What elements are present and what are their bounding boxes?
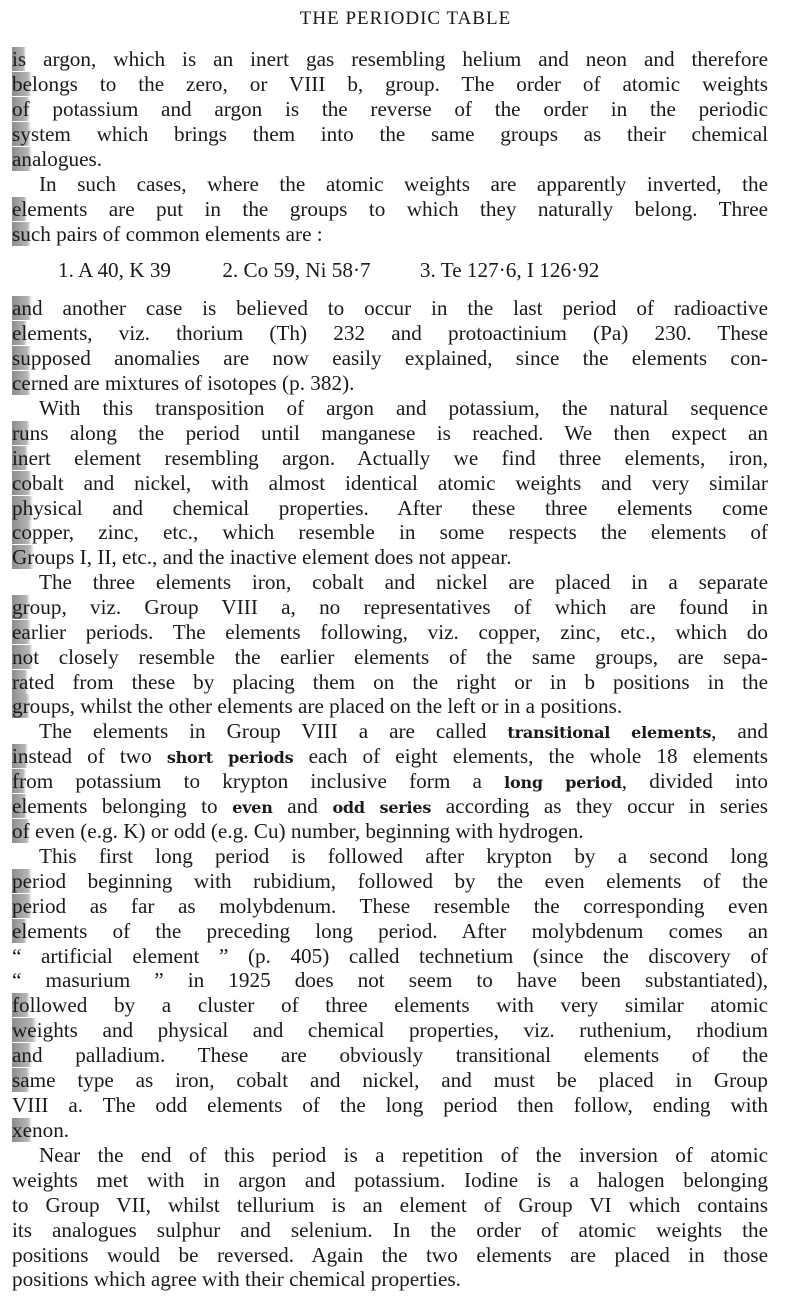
scan-shadow: sy xyxy=(12,121,31,146)
line-text: stem which brings them into the same groups as their chemical xyxy=(30,121,768,146)
line-text: “ masurium ” in 1925 does not seem to have been substantiated), xyxy=(12,968,768,993)
line-text: rlier periods. The elements following, viz. copper, zinc, etc., which do xyxy=(30,619,768,644)
scan-shadow: el xyxy=(12,196,28,221)
line-text: In such cases, where the atomic weights are apparently inverted, the xyxy=(39,172,768,196)
line-text: llowed by a cluster of three elements with very similar atomic xyxy=(29,993,768,1018)
text-line xyxy=(12,296,768,321)
line-text: argon, which is an inert gas resembling helium and neon and therefore xyxy=(26,47,768,71)
line-text: positions would be reversed. Again the two elements are placed in those xyxy=(12,1242,768,1267)
text-line xyxy=(12,944,768,969)
page-title: THE PERIODIC TABLE xyxy=(299,8,512,29)
term-even: even xyxy=(232,797,273,817)
scan-shadow: gr xyxy=(12,694,30,719)
scan-shadow: el xyxy=(12,320,28,345)
line-text: ert element resembling argon. Actually we find three elements, iron, xyxy=(28,445,768,470)
text-line xyxy=(12,993,768,1018)
scan-shadow: ra xyxy=(12,669,29,694)
list-item: 2. Co 59, Ni 58·7 xyxy=(222,258,371,282)
list-item: 1. A 40, K 39 xyxy=(58,258,172,282)
scan-shadow: an xyxy=(12,296,32,320)
line-text: ights and physical and chemical properties, viz. ruthenium, rhodium xyxy=(36,1018,768,1043)
paragraph-5 xyxy=(12,570,768,719)
text-line xyxy=(12,321,768,346)
text-line xyxy=(12,446,768,471)
line-text: The three elements iron, cobalt and nickel are placed in a separate xyxy=(39,570,768,594)
line-text: weights met with in argon and potassium. Iodine is a halogen belonging xyxy=(12,1167,768,1192)
line-text: its analogues sulphur and selenium. In the order of atomic weights the xyxy=(12,1217,768,1242)
text-line xyxy=(12,869,768,894)
text-line xyxy=(12,371,768,396)
text-line xyxy=(12,645,768,670)
scan-shadow: pe xyxy=(12,868,32,893)
text-line xyxy=(12,570,768,595)
text-line xyxy=(12,496,768,521)
scan-shadow: el xyxy=(12,918,28,943)
term-transitional-elements: transitional elements xyxy=(507,723,712,742)
paragraph-8 xyxy=(12,1143,768,1292)
text-line xyxy=(12,1218,768,1243)
line-text: ch pairs of common elements are : xyxy=(30,221,323,246)
scan-shadow: no xyxy=(12,644,34,669)
text-line xyxy=(12,1267,768,1292)
paragraph-4 xyxy=(12,396,768,570)
scan-shadow: su xyxy=(12,221,31,246)
list-item: 3. Te 127·6, I 126·92 xyxy=(419,258,600,282)
line-text: to Group VII, whilst tellurium is an element of Group VI which contains xyxy=(12,1192,768,1217)
line-text: d palladium. These are obviously transitional elements of the xyxy=(32,1043,768,1068)
text-line xyxy=(12,47,768,72)
paragraph-1 xyxy=(12,47,768,171)
line-text: ements are put in the groups to which they naturally belong. Three xyxy=(27,196,768,221)
scan-shadow: sa xyxy=(12,1068,30,1093)
scan-shadow: in xyxy=(12,445,29,470)
line-text: rned are mixtures of isotopes (p. 382). xyxy=(30,370,355,395)
text-line xyxy=(12,97,768,122)
text-line xyxy=(12,1093,768,1118)
text-line xyxy=(12,694,768,719)
text-line xyxy=(12,72,768,97)
scan-shadow: su xyxy=(12,345,31,370)
scan-shadow: gr xyxy=(12,594,30,619)
text-line xyxy=(12,894,768,919)
line-text: ements, viz. thorium (Th) 232 and protoactinium (Pa) 230. These xyxy=(27,320,768,345)
text-line xyxy=(12,595,768,620)
text-line xyxy=(12,1143,768,1168)
paragraph-2 xyxy=(12,172,768,247)
term-short-periods: short periods xyxy=(166,747,294,767)
text-line: The elements in Group VIII a are called transitional elements, and xyxy=(39,719,768,743)
line-text: Near the end of this period is a repetition of the inversion of atomic xyxy=(39,1143,768,1167)
text-line xyxy=(12,520,768,545)
line-text: oups I, II, etc., and the inactive element does not appear. xyxy=(34,545,512,570)
scan-shadow: ea xyxy=(12,619,31,644)
text-line xyxy=(12,471,768,496)
scan-shadow: be xyxy=(12,71,32,96)
line-text: ted from these by placing them on the right or in b positions in the xyxy=(28,669,768,694)
text-line xyxy=(12,1193,768,1218)
text-line xyxy=(12,1118,768,1143)
text-line xyxy=(12,968,768,993)
scan-shadow: an xyxy=(12,146,32,171)
line-text: t closely resemble the earlier elements of the same groups, are sepa- xyxy=(33,644,768,669)
term-long-period: long period xyxy=(504,772,622,792)
scan-shadow: pe xyxy=(12,893,32,918)
line-text: VIII a. The odd elements of the long period then follow, ending with xyxy=(12,1092,768,1117)
text-line xyxy=(12,919,768,944)
line-text: riod as far as molybdenum. These resemble the corresponding even xyxy=(32,893,768,918)
line-text: pper, zinc, etc., which resemble in some respects the elements of xyxy=(32,520,768,545)
line-text: oups, whilst the other elements are placed on the left or in a positions. xyxy=(29,694,623,719)
text-line: elements belonging to even and odd series according as they occur in series xyxy=(12,793,768,818)
text-line: from potassium to krypton inclusive form a long period, divided into xyxy=(12,768,768,793)
text-line: of even (e.g. K) or odd (e.g. Cu) number, beginning with hydrogen. xyxy=(12,818,584,843)
text-line xyxy=(12,222,768,247)
anomaly-pairs-list xyxy=(58,258,599,283)
scan-shadow: fo xyxy=(12,993,30,1018)
text-line xyxy=(12,1243,768,1268)
text-line xyxy=(12,545,768,570)
text-line xyxy=(12,1043,768,1068)
line-text: pposed anomalies are now easily explained, since the elements con- xyxy=(30,345,768,370)
line-text: potassium and argon is the reverse of the order in the periodic xyxy=(29,96,768,121)
line-text: ements of the preceding long period. After molybdenum comes an xyxy=(27,918,768,943)
text-line xyxy=(12,147,768,172)
line-text: alogues. xyxy=(32,146,103,171)
scan-shadow: co xyxy=(12,470,32,495)
scan-shadow: Gr xyxy=(12,545,35,570)
line-text: balt and nickel, with almost identical atomic weights and very similar xyxy=(32,470,768,495)
line-text: With this transposition of argon and potassium, the natural sequence xyxy=(39,396,768,420)
scan-shadow: ce xyxy=(12,370,31,395)
scan-shadow: ph xyxy=(12,495,34,520)
line-text: “ artificial element ” (p. 405) called technetium (since the discovery of xyxy=(12,943,768,968)
scan-shadow: co xyxy=(12,520,32,545)
line-text: This first long period is followed after krypton by a second long xyxy=(39,844,768,868)
line-text: longs to the zero, or VIII b, group. The order of atomic weights xyxy=(32,71,768,96)
scan-shadow: of xyxy=(12,96,30,121)
line-text: positions which agree with their chemical properties. xyxy=(12,1267,461,1292)
text-line xyxy=(12,844,768,869)
line-text: non. xyxy=(32,1117,70,1142)
text-line xyxy=(12,670,768,695)
text-line xyxy=(12,172,768,197)
text-line: instead of two short periods each of eight elements, the whole 18 elements xyxy=(12,743,768,768)
scan-shadow: xe xyxy=(12,1117,32,1142)
line-text: d another case is believed to occur in the last period of radioactive xyxy=(32,296,768,320)
text-line xyxy=(12,197,768,222)
term-odd-series: odd series xyxy=(332,797,432,817)
line-text: riod beginning with rubidium, followed by the even elements of the xyxy=(32,868,768,893)
line-text: me type as iron, cobalt and nickel, and must be placed in Group xyxy=(29,1068,768,1093)
text-line xyxy=(12,122,768,147)
text-line xyxy=(12,421,768,446)
paragraph-6 xyxy=(12,719,768,843)
text-line xyxy=(12,1018,768,1043)
text-line xyxy=(12,396,768,421)
text-line xyxy=(12,1068,768,1093)
paragraph-3 xyxy=(12,296,768,396)
scan-shadow: an xyxy=(12,1043,32,1068)
scan-shadow: is xyxy=(12,47,27,71)
scan-shadow: we xyxy=(12,1018,37,1043)
line-text: oup, viz. Group VIII a, no representatives of which are found in xyxy=(29,594,768,619)
line-text: ysical and chemical properties. After these three elements come xyxy=(33,495,768,520)
paragraph-7 xyxy=(12,844,768,1143)
text-line xyxy=(12,346,768,371)
text-line xyxy=(12,1168,768,1193)
text-line xyxy=(12,620,768,645)
scan-shadow: ru xyxy=(12,420,30,445)
line-text: ns along the period until manganese is reached. We then expect an xyxy=(29,420,768,445)
